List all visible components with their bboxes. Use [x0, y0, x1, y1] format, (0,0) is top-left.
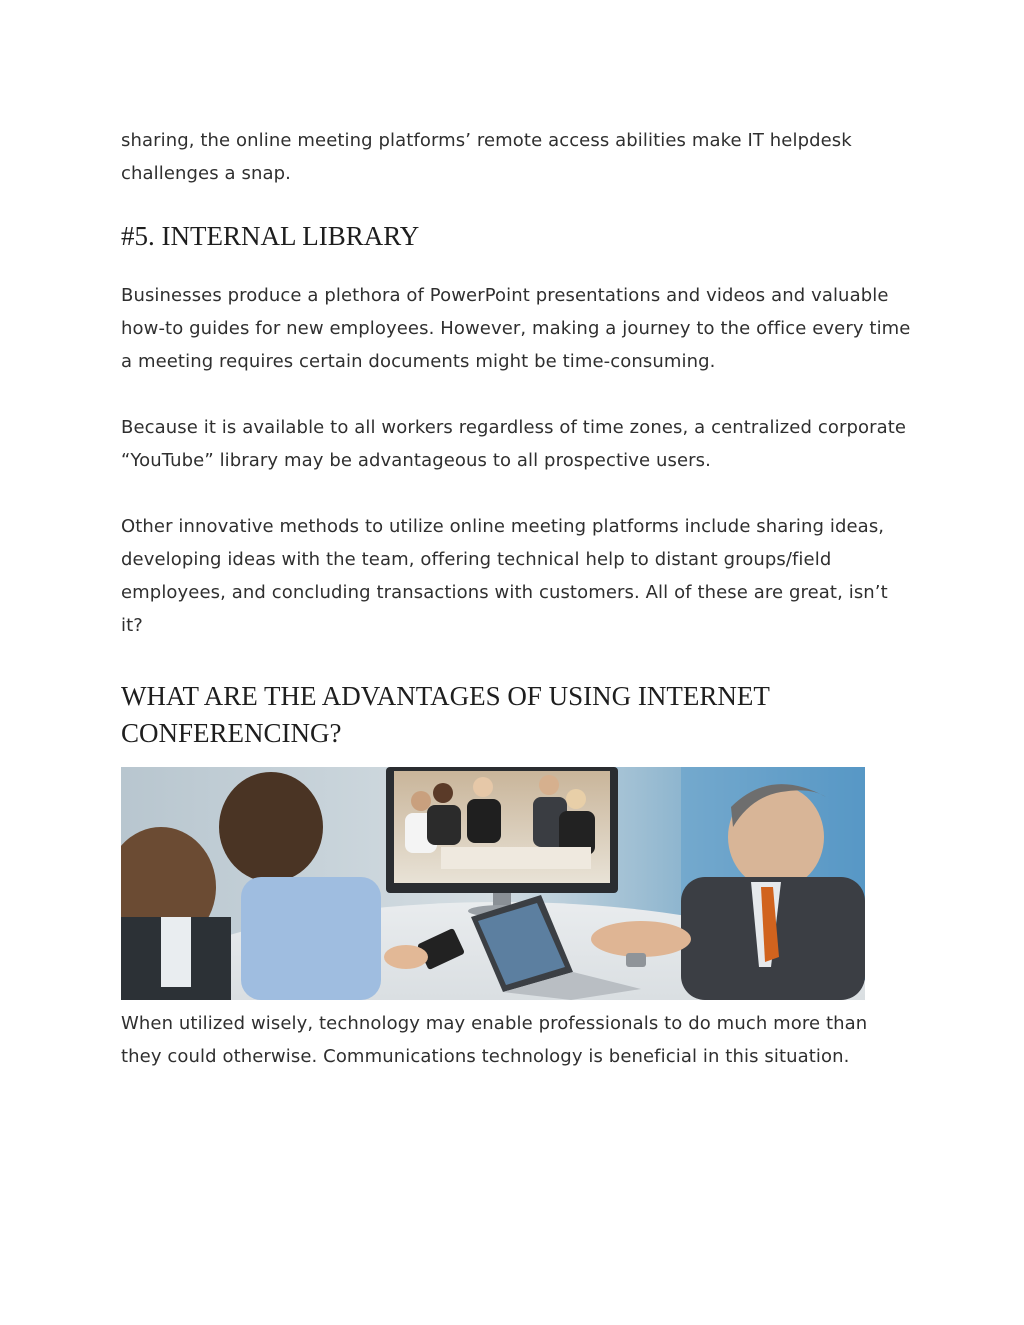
heading-advantages: WHAT ARE THE ADVANTAGES OF USING INTERNET CONFERENCING? — [121, 681, 770, 748]
paragraph-youtube-library: Because it is available to all workers regardless of time zones, a centralized corporate “YouTube” library may be advantageous to all prospective users. — [121, 417, 907, 471]
paragraph-remote-access: sharing, the online meeting platforms’ remote access abilities make IT helpdesk challenges a snap. — [121, 130, 852, 184]
heading-internal-library: #5. INTERNAL LIBRARY — [121, 221, 420, 251]
paragraph-powerpoint-guides: Businesses produce a plethora of PowerPoint presentations and videos and valuable how-to guides for new employees. However, making a journey to the office every time a meeting requires certain documents might be time-consuming. — [121, 285, 911, 372]
paragraph-technology-benefits: When utilized wisely, technology may enable professionals to do much more than they could otherwise. Communications technology is beneficial in this situation. — [121, 1013, 868, 1067]
document-page — [121, 124, 911, 1073]
video-conference-photo — [121, 767, 865, 1000]
paragraph-innovative-methods: Other innovative methods to utilize online meeting platforms include sharing ideas, developing ideas with the team, offering technical help to distant groups/field employees, and concluding transactions with customers. All of these are great, isn’t it? — [121, 516, 888, 636]
